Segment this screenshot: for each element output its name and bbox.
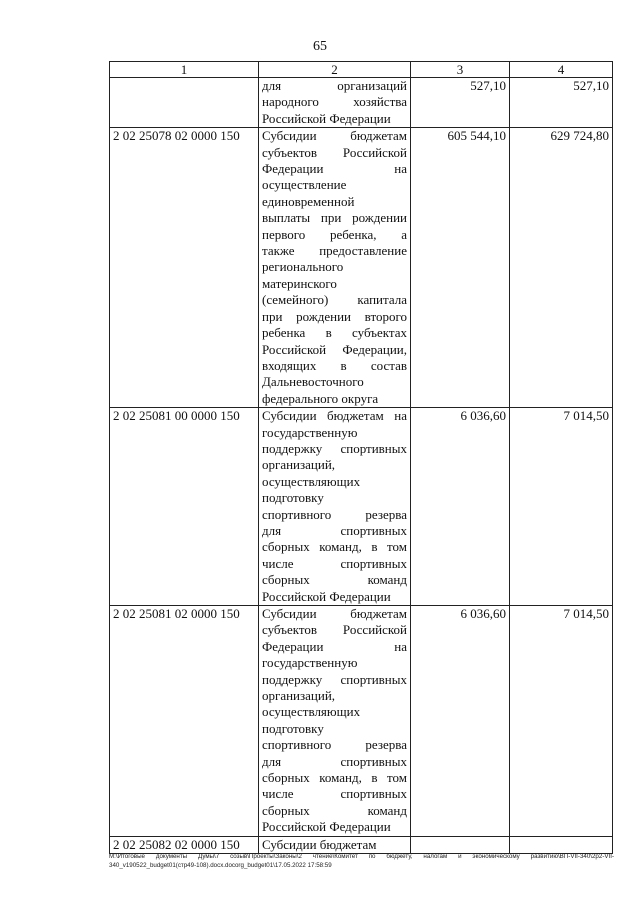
description-line: входящих в состав: [262, 357, 407, 373]
description-line: Субсидии бюджетам: [262, 606, 407, 621]
description-line: регионального: [262, 259, 344, 275]
description-line: при рождении второго: [262, 308, 407, 324]
table-row: [110, 836, 613, 853]
column-header: 3: [411, 62, 510, 78]
description-line: числе спортивных: [262, 786, 407, 802]
table-row: [110, 606, 613, 837]
description-line: подготовку: [262, 490, 324, 506]
description-line: Российской Федерации: [262, 110, 391, 126]
description-line: Субсидии бюджетам: [262, 128, 407, 144]
amount-col4-cell: 629 724,80: [510, 128, 613, 408]
column-header: 4: [510, 62, 613, 78]
budget-table: [109, 61, 613, 854]
description-line: организаций,: [262, 688, 336, 704]
description-line: также предоставление: [262, 243, 407, 259]
amount-col4-cell: 527,10: [510, 78, 613, 128]
description-line: поддержку спортивных: [262, 440, 407, 456]
description-cell: [259, 606, 411, 837]
page-number: 65: [313, 39, 327, 54]
description-line: сборных команд, в том: [262, 539, 407, 555]
amount-col3-cell: 6 036,60: [411, 408, 510, 606]
description-line: сборных команд: [262, 802, 407, 818]
description-line: для спортивных: [262, 522, 407, 538]
description-line: сборных команд, в том: [262, 770, 407, 786]
budget-code-cell: 2 02 25081 02 0000 150: [110, 606, 259, 837]
description-line: организаций,: [262, 457, 336, 473]
budget-code-cell: [110, 78, 259, 128]
description-line: первого ребенка, а: [262, 226, 407, 242]
description-line: Субсидии бюджетам на: [262, 408, 407, 424]
amount-col4-cell: [510, 836, 613, 853]
description-line: сборных команд: [262, 572, 407, 588]
amount-col3-cell: 527,10: [411, 78, 510, 128]
description-line: Субсидии бюджетам: [262, 836, 377, 852]
amount-col3-cell: 605 544,10: [411, 128, 510, 408]
budget-code-cell: 2 02 25082 02 0000 150: [110, 836, 259, 853]
description-line: Российской Федерации,: [262, 341, 407, 357]
description-line: для организаций: [262, 78, 407, 93]
description-line: государственную: [262, 655, 358, 671]
description-line: осуществляющих: [262, 704, 361, 720]
document-footer: [109, 852, 614, 870]
footer-path-line: М:\Итоговые документы Думы\7 созыв\Проекты\Законы\2 чтение\Комитет по бюджету, налогам и экономическому развитию\ВП-VII-340\2р2-VII-: [109, 853, 614, 860]
description-cell: [259, 128, 411, 408]
budget-code-cell: 2 02 25078 02 0000 150: [110, 128, 259, 408]
amount-col3-cell: [411, 836, 510, 853]
footer-file-line: 340_v190522_budget01(стр49-108).docx.docorg_budget01\17.05.2022 17:58:59: [109, 862, 332, 869]
budget-code-cell: 2 02 25081 00 0000 150: [110, 408, 259, 606]
description-cell: [259, 836, 411, 853]
description-line: подготовку: [262, 720, 324, 736]
description-line: числе спортивных: [262, 555, 407, 571]
description-line: (семейного) капитала: [262, 292, 407, 308]
table-row: [110, 408, 613, 606]
description-line: Дальневосточного: [262, 374, 364, 390]
amount-col4-cell: 7 014,50: [510, 408, 613, 606]
description-cell: [259, 408, 411, 606]
description-line: федерального округа: [262, 390, 379, 406]
description-line: осуществляющих: [262, 473, 361, 489]
description-line: Российской Федерации: [262, 588, 391, 604]
description-line: выплаты при рождении: [262, 210, 407, 226]
column-header: 2: [259, 62, 411, 78]
description-cell: [259, 78, 411, 128]
table-row: [110, 128, 613, 408]
table-row: [110, 78, 613, 128]
description-line: ребенка в субъектах: [262, 325, 407, 341]
description-line: материнского: [262, 275, 337, 291]
description-line: поддержку спортивных: [262, 671, 407, 687]
amount-col4-cell: 7 014,50: [510, 606, 613, 837]
description-line: государственную: [262, 424, 358, 440]
amount-col3-cell: 6 036,60: [411, 606, 510, 837]
table-header-row: [110, 62, 613, 78]
description-line: осуществление: [262, 177, 347, 193]
description-line: единовременной: [262, 193, 355, 209]
description-line: Федерации на: [262, 638, 407, 654]
description-line: Федерации на: [262, 161, 407, 177]
description-line: субъектов Российской: [262, 622, 407, 638]
description-line: Российской Федерации: [262, 819, 391, 835]
description-line: народного хозяйства: [262, 94, 407, 110]
description-line: субъектов Российской: [262, 144, 407, 160]
description-line: для спортивных: [262, 753, 407, 769]
column-header: 1: [110, 62, 259, 78]
description-line: спортивного резерва: [262, 737, 407, 753]
description-line: спортивного резерва: [262, 506, 407, 522]
